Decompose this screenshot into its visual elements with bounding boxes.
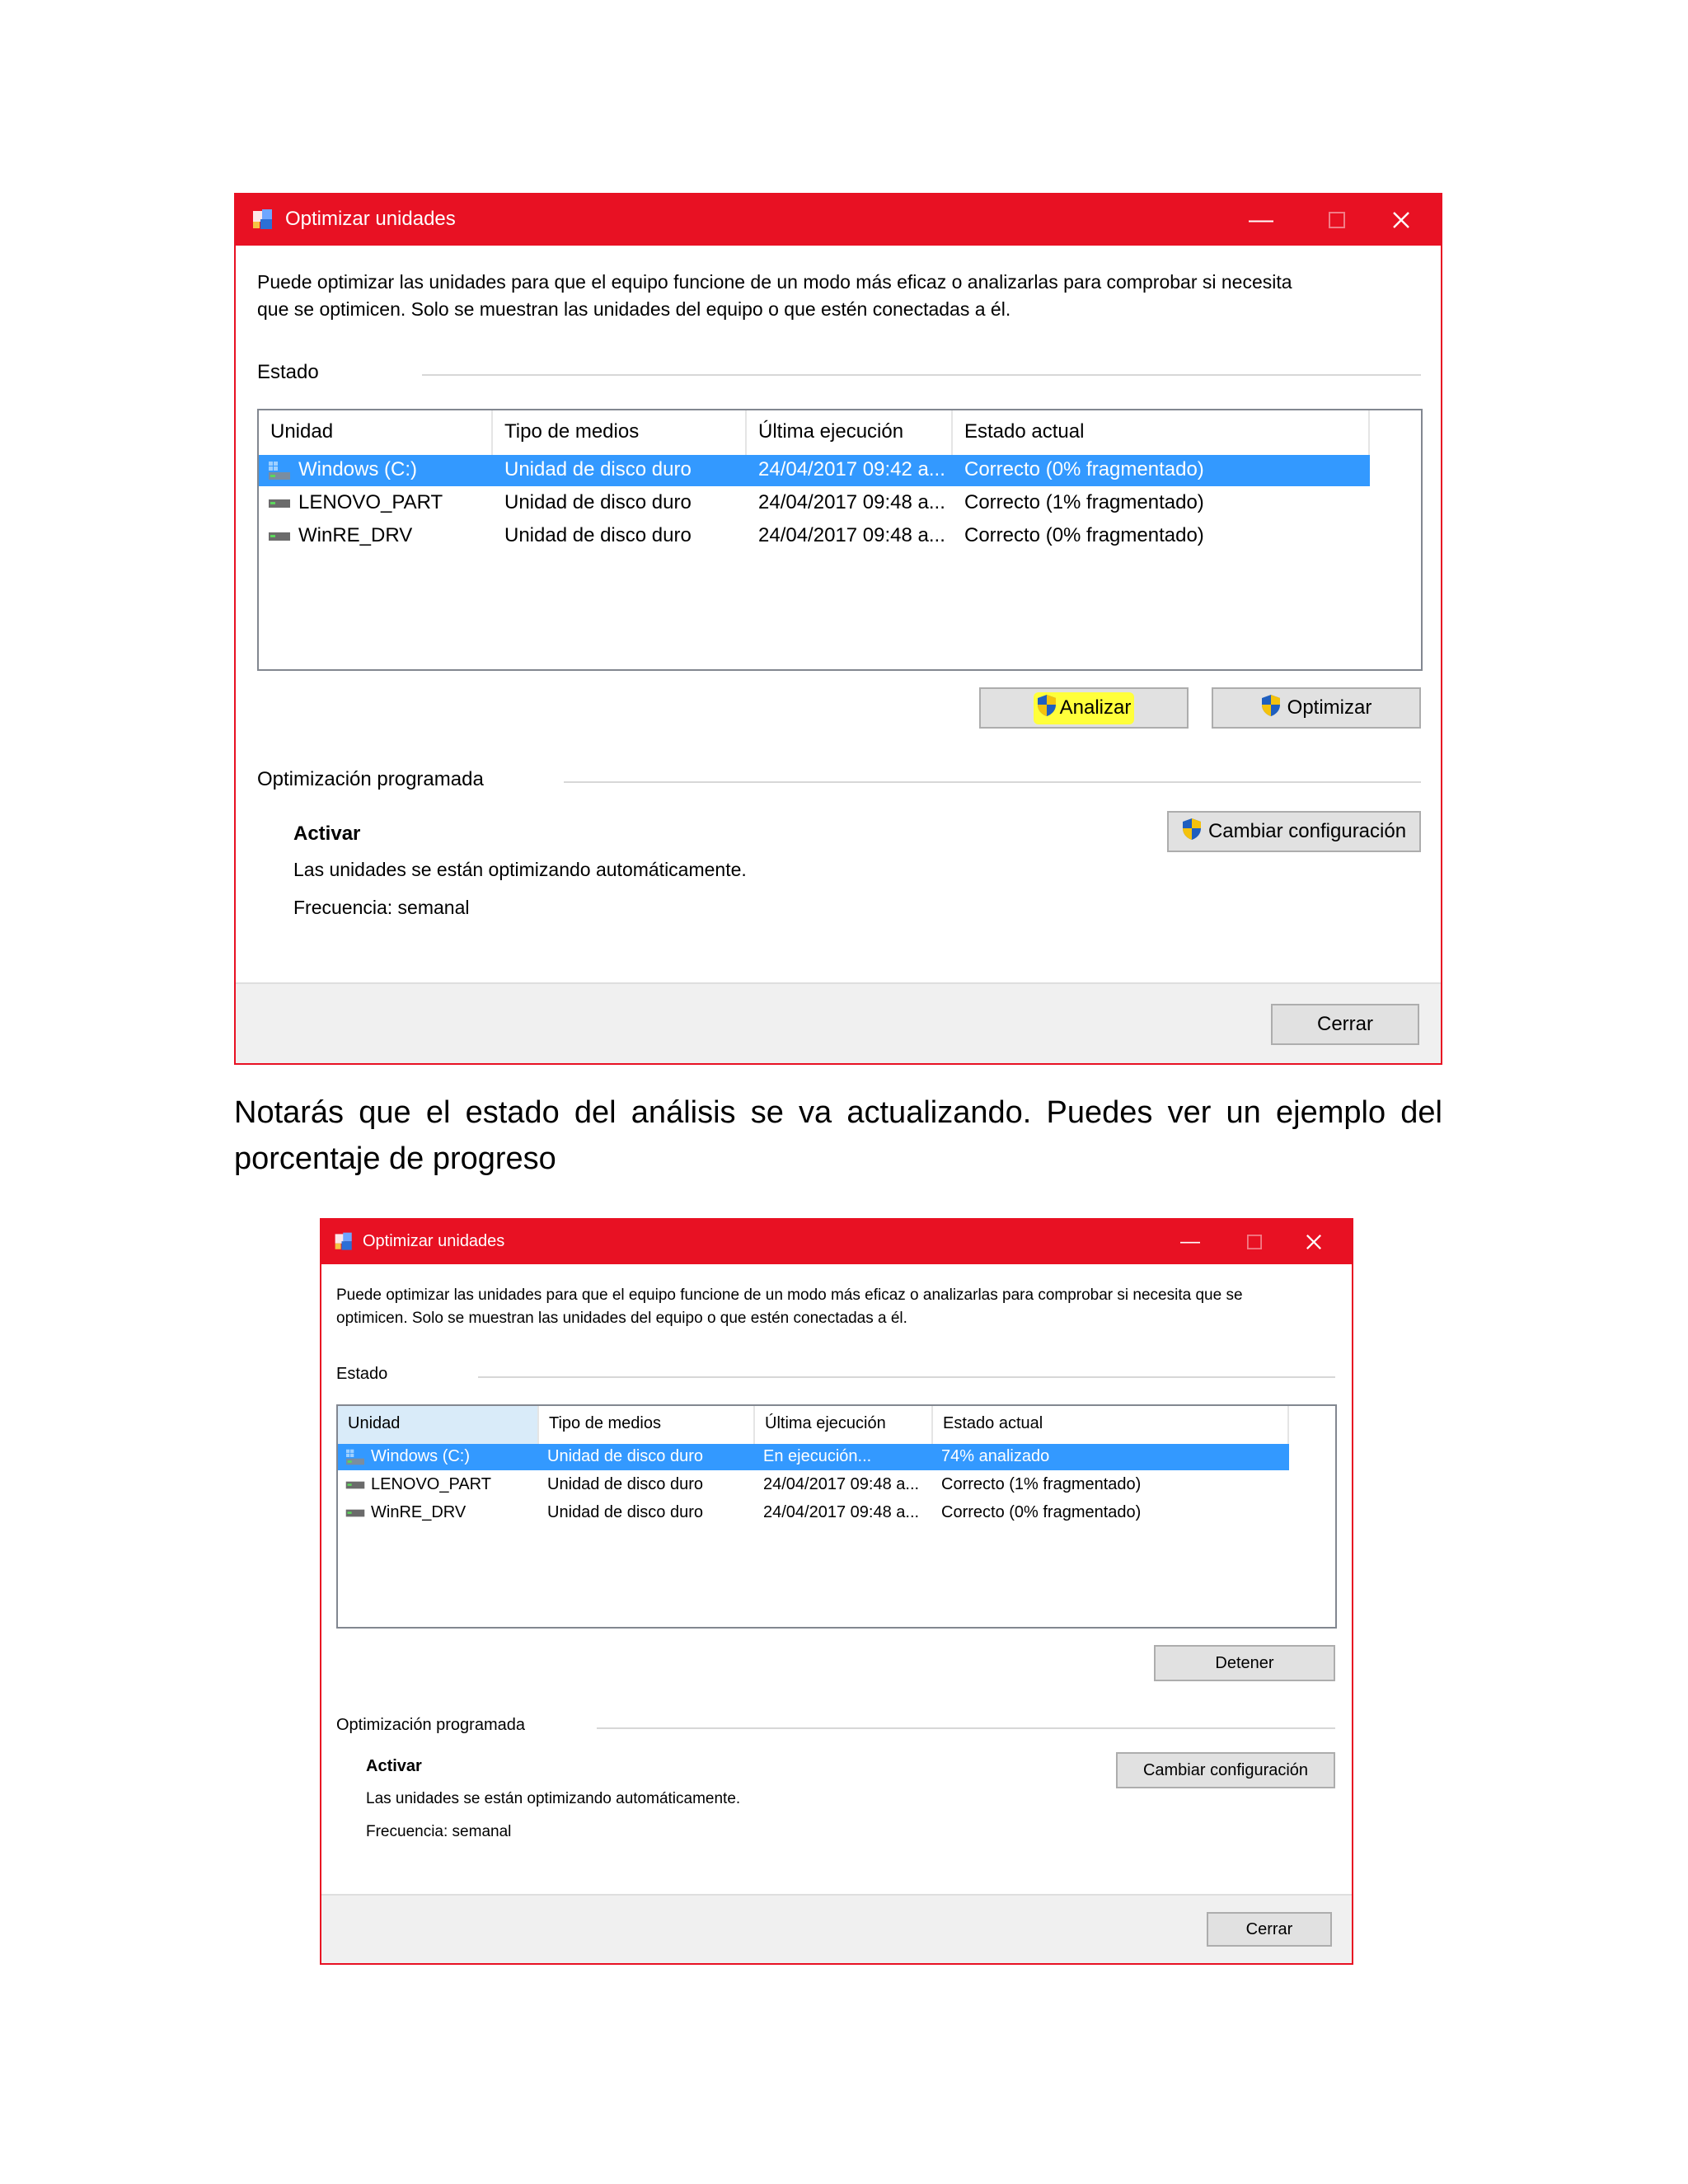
minimize-button[interactable]: — xyxy=(1180,1230,1200,1253)
optimize-button[interactable] xyxy=(1212,687,1421,729)
drive-row[interactable] xyxy=(338,1472,1289,1498)
optimize-drives-dialog xyxy=(234,193,1442,1065)
status-divider xyxy=(478,1376,1335,1378)
drives-list[interactable] xyxy=(336,1404,1337,1629)
column-header-last-run[interactable]: Última ejecución xyxy=(747,410,953,455)
drive-row[interactable] xyxy=(338,1500,1289,1526)
title-bar[interactable] xyxy=(236,194,1441,246)
last-run: 24/04/2017 09:48 a... xyxy=(763,1503,920,1521)
defrag-app-icon xyxy=(251,207,277,237)
scheduled-state: Activar xyxy=(293,823,361,845)
status-divider xyxy=(422,374,1421,376)
media-type: Unidad de disco duro xyxy=(547,1475,704,1493)
hard-drive-icon xyxy=(345,1507,366,1524)
intro-text: Puede optimizar las unidades para que el equipo funcione de un modo más eficaz o analizarlas para comprobar si necesita que se optimicen. Solo se muestran las unidades del equipo o que estén conectadas a él. xyxy=(336,1286,1243,1327)
drive-row[interactable] xyxy=(259,488,1370,519)
scheduled-section-label: Optimización programada xyxy=(336,1716,525,1734)
change-settings-label: Cambiar configuración xyxy=(1142,1760,1309,1779)
close-window-button[interactable] xyxy=(1376,194,1426,246)
close-button[interactable] xyxy=(1207,1912,1332,1947)
drive-row[interactable] xyxy=(259,521,1370,552)
analyze-button[interactable] xyxy=(979,687,1189,729)
dialog-footer xyxy=(236,982,1441,1063)
drive-name: Windows (C:) xyxy=(298,458,418,480)
hard-drive-icon xyxy=(267,496,292,515)
column-header-status[interactable]: Estado actual xyxy=(933,1406,1289,1444)
minimize-button[interactable]: — xyxy=(1249,206,1273,233)
scheduled-divider xyxy=(564,781,1421,783)
dialog-footer xyxy=(321,1894,1352,1963)
body-paragraph-text: Notarás que el estado del análisis se va actualizando. Puedes ver un ejemplo del porcentaje de progreso xyxy=(234,1095,1442,1176)
media-type: Unidad de disco duro xyxy=(504,491,692,513)
drive-name: LENOVO_PART xyxy=(298,491,443,513)
body-paragraph xyxy=(234,1090,1442,1182)
analyze-highlight xyxy=(1034,692,1135,724)
drive-name: WinRE_DRV xyxy=(298,524,413,546)
current-status: Correcto (0% fragmentado) xyxy=(941,1503,1142,1521)
close-window-button[interactable] xyxy=(1292,1220,1335,1264)
maximize-button[interactable] xyxy=(1312,194,1362,246)
intro-text: Puede optimizar las unidades para que el equipo funcione de un modo más eficaz o analizarlas para comprobar si necesita que se optimicen. Solo se muestran las unidades del equipo o que estén conectadas a él. xyxy=(257,271,1292,321)
close-label: Cerrar xyxy=(1316,1013,1373,1035)
drive-row[interactable] xyxy=(338,1444,1289,1470)
column-header-media[interactable]: Tipo de medios xyxy=(539,1406,755,1444)
window-title: Optimizar unidades xyxy=(285,208,456,230)
media-type: Unidad de disco duro xyxy=(504,458,692,480)
column-header-status[interactable]: Estado actual xyxy=(953,410,1370,455)
optimize-drives-dialog-progress xyxy=(320,1218,1353,1965)
column-header-unit[interactable]: Unidad xyxy=(338,1406,539,1444)
last-run: 24/04/2017 09:48 a... xyxy=(758,491,945,513)
uac-shield-icon xyxy=(1261,694,1281,723)
status-section-label: Estado xyxy=(257,361,319,383)
defrag-app-icon xyxy=(333,1230,356,1258)
media-type: Unidad de disco duro xyxy=(504,524,692,546)
windows-drive-icon xyxy=(267,460,292,485)
optimize-label: Optimizar xyxy=(1287,696,1372,719)
scheduled-description: Las unidades se están optimizando automáticamente. xyxy=(293,859,747,880)
analyze-label: Analizar xyxy=(1059,696,1132,719)
media-type: Unidad de disco duro xyxy=(547,1503,704,1521)
media-type: Unidad de disco duro xyxy=(547,1447,704,1465)
last-run: 24/04/2017 09:48 a... xyxy=(763,1475,920,1493)
column-header-media[interactable]: Tipo de medios xyxy=(493,410,747,455)
scheduled-divider xyxy=(597,1727,1335,1729)
change-settings-button[interactable] xyxy=(1116,1752,1335,1788)
current-status: Correcto (1% fragmentado) xyxy=(941,1475,1142,1493)
scheduled-description: Las unidades se están optimizando automáticamente. xyxy=(366,1790,741,1807)
status-section-label: Estado xyxy=(336,1365,388,1383)
close-label: Cerrar xyxy=(1245,1919,1293,1938)
column-header-unit[interactable]: Unidad xyxy=(259,410,493,455)
last-run: 24/04/2017 09:48 a... xyxy=(758,524,945,546)
window-title: Optimizar unidades xyxy=(363,1232,505,1250)
current-status: 74% analizado xyxy=(941,1447,1050,1465)
scheduled-section-label: Optimización programada xyxy=(257,768,484,790)
last-run: En ejecución... xyxy=(763,1447,872,1465)
windows-drive-icon xyxy=(345,1448,366,1470)
hard-drive-icon xyxy=(267,529,292,548)
change-settings-label: Cambiar configuración xyxy=(1207,820,1407,842)
frequency-text: Frecuencia: semanal xyxy=(293,897,470,918)
close-button[interactable] xyxy=(1271,1004,1419,1045)
drives-list[interactable] xyxy=(257,409,1423,671)
change-settings-button[interactable] xyxy=(1167,811,1421,852)
drive-name: WinRE_DRV xyxy=(371,1503,467,1521)
column-header-last-run[interactable]: Última ejecución xyxy=(755,1406,933,1444)
uac-shield-icon xyxy=(1182,818,1202,846)
stop-label: Detener xyxy=(1215,1653,1274,1672)
drive-row[interactable] xyxy=(259,455,1370,486)
maximize-button[interactable] xyxy=(1233,1220,1276,1264)
drive-name: LENOVO_PART xyxy=(371,1475,491,1493)
last-run: 24/04/2017 09:42 a... xyxy=(758,458,945,480)
drive-name: Windows (C:) xyxy=(371,1447,471,1465)
current-status: Correcto (1% fragmentado) xyxy=(964,491,1204,513)
current-status: Correcto (0% fragmentado) xyxy=(964,524,1204,546)
current-status: Correcto (0% fragmentado) xyxy=(964,458,1204,480)
title-bar[interactable] xyxy=(321,1220,1352,1264)
hard-drive-icon xyxy=(345,1479,366,1496)
scheduled-state: Activar xyxy=(366,1757,422,1775)
uac-shield-icon xyxy=(1037,694,1057,723)
stop-button[interactable] xyxy=(1154,1645,1335,1681)
frequency-text: Frecuencia: semanal xyxy=(366,1823,512,1840)
